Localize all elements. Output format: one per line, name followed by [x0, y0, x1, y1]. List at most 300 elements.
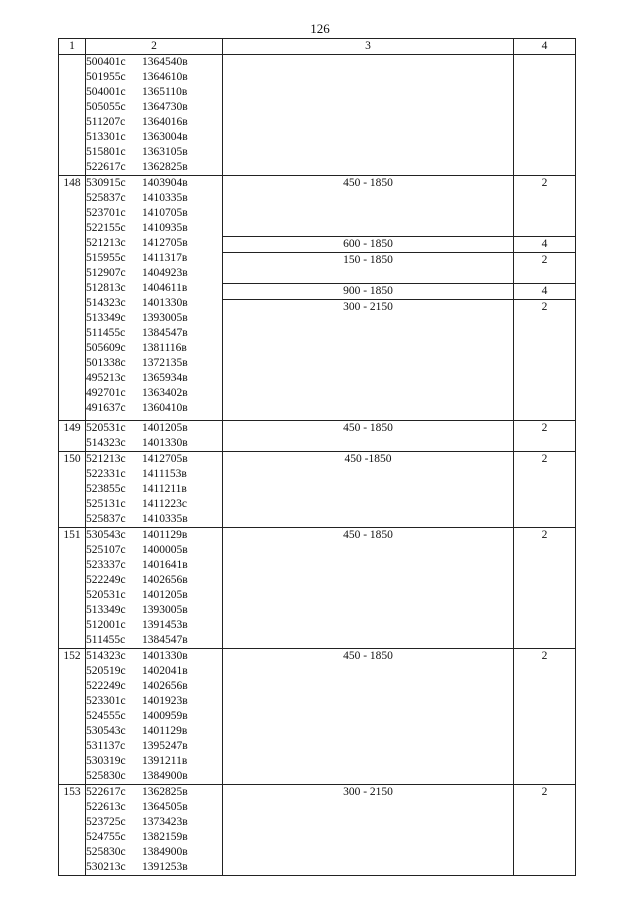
coordinate-pair	[86, 482, 222, 497]
depth-range: 450 -1850	[344, 453, 392, 465]
class-value: 2	[514, 299, 575, 315]
latitude: 523301с	[86, 695, 126, 707]
longitude: 1401129в	[142, 529, 188, 541]
latitude: 525830с	[86, 770, 126, 782]
longitude: 1411153в	[142, 468, 187, 480]
empty-line	[514, 85, 575, 100]
coordinate-pair	[86, 176, 222, 191]
coordinate-pair	[86, 160, 222, 175]
longitude: 1403904в	[142, 177, 188, 189]
longitude: 1401129в	[142, 725, 188, 737]
latitude: 523725с	[86, 816, 126, 828]
empty-line	[223, 100, 513, 115]
empty-line	[223, 709, 513, 724]
class-value: 4	[514, 283, 575, 299]
latitude: 522613с	[86, 801, 126, 813]
depth-range: 300 - 2150	[343, 786, 393, 798]
coordinate-pair	[86, 543, 222, 558]
class-value: 2	[541, 529, 548, 541]
coordinate-pair	[86, 785, 222, 800]
empty-line	[514, 160, 575, 175]
latitude: 525107с	[86, 544, 126, 556]
table-row	[59, 649, 576, 785]
empty-line	[223, 70, 513, 85]
empty-line	[514, 436, 575, 451]
empty-line	[223, 754, 513, 769]
page-number: 126	[310, 21, 330, 36]
class-cell	[514, 176, 576, 421]
empty-line	[514, 558, 575, 573]
empty-line	[514, 268, 575, 283]
coordinate-pair	[86, 371, 222, 386]
latitude: 522617с	[86, 786, 126, 798]
coordinates-cell	[86, 176, 223, 421]
coordinate-pair	[86, 830, 222, 845]
latitude: 531137с	[86, 740, 126, 752]
latitude: 524555с	[86, 710, 126, 722]
header-cell-4: 4	[514, 39, 576, 55]
coordinate-pair	[86, 558, 222, 573]
empty-line	[514, 360, 575, 375]
coordinate-pair	[86, 206, 222, 221]
class-cell	[514, 528, 576, 649]
latitude: 523855с	[86, 483, 126, 495]
latitude: 521213с	[86, 237, 126, 249]
empty-line	[514, 115, 575, 130]
empty-line	[514, 845, 575, 860]
empty-line	[223, 800, 513, 815]
longitude: 1364540в	[142, 56, 188, 68]
depth-range-cell	[223, 55, 514, 176]
latitude: 523701с	[86, 207, 126, 219]
latitude: 520531с	[86, 589, 126, 601]
empty-line	[514, 815, 575, 830]
coordinates-cell	[86, 421, 223, 452]
empty-line	[514, 390, 575, 405]
longitude: 1401330в	[142, 437, 188, 449]
depth-range: 900 - 1850	[223, 283, 513, 299]
coordinates-cell	[86, 55, 223, 176]
coordinate-pair	[86, 452, 222, 467]
longitude: 1362825в	[142, 161, 188, 173]
latitude: 515801с	[86, 146, 126, 158]
longitude: 1391211в	[142, 755, 188, 767]
latitude: 512001с	[86, 619, 126, 631]
depth-range: 600 - 1850	[223, 236, 513, 252]
empty-line	[223, 573, 513, 588]
empty-line	[223, 497, 513, 512]
empty-line	[223, 512, 513, 527]
longitude: 1393005в	[142, 312, 188, 324]
coordinate-pair	[86, 401, 222, 416]
table-row	[59, 785, 576, 876]
coordinates-cell	[86, 649, 223, 785]
longitude: 1404611в	[142, 282, 188, 294]
coordinate-pair	[86, 769, 222, 784]
table-row	[59, 421, 576, 452]
class-cell	[514, 421, 576, 452]
empty-line	[514, 191, 575, 206]
latitude: 513349с	[86, 312, 126, 324]
coordinate-pair	[86, 724, 222, 739]
coordinate-pair	[86, 664, 222, 679]
row-number: 151	[59, 528, 86, 649]
coordinate-pair	[86, 115, 222, 130]
coordinate-pair	[86, 800, 222, 815]
longitude: 1365934в	[142, 372, 188, 384]
coordinate-pair	[86, 860, 222, 875]
depth-range: 300 - 2150	[223, 299, 513, 315]
empty-line	[514, 709, 575, 724]
longitude: 1363004в	[142, 131, 188, 143]
latitude: 524755с	[86, 831, 126, 843]
empty-line	[223, 115, 513, 130]
coordinate-pair	[86, 573, 222, 588]
coordinate-pair	[86, 221, 222, 236]
depth-range-cell	[223, 785, 514, 876]
empty-line	[514, 512, 575, 527]
empty-line	[514, 70, 575, 85]
empty-line	[514, 694, 575, 709]
empty-line	[223, 739, 513, 754]
empty-line	[514, 679, 575, 694]
class-value: 2	[541, 422, 548, 434]
longitude: 1410705в	[142, 207, 188, 219]
coordinate-pair	[86, 55, 222, 70]
empty-line	[223, 588, 513, 603]
latitude: 511207с	[86, 116, 126, 128]
longitude: 1410935в	[142, 222, 188, 234]
latitude: 500401с	[86, 56, 126, 68]
latitude: 522617с	[86, 161, 126, 173]
longitude: 1365110в	[142, 86, 188, 98]
longitude: 1410335в	[142, 192, 188, 204]
latitude: 513301с	[86, 131, 126, 143]
latitude: 522249с	[86, 680, 126, 692]
empty-line	[223, 603, 513, 618]
empty-line	[514, 221, 575, 236]
latitude: 492701с	[86, 387, 126, 399]
empty-line	[514, 145, 575, 160]
row-number	[59, 55, 86, 176]
empty-line	[514, 860, 575, 875]
empty-line	[514, 482, 575, 497]
empty-line	[223, 482, 513, 497]
empty-line	[514, 206, 575, 221]
empty-line	[514, 330, 575, 345]
longitude: 1401205в	[142, 422, 188, 434]
longitude: 1402041в	[142, 665, 188, 677]
coordinates-cell	[86, 528, 223, 649]
table-header-row	[59, 39, 576, 55]
empty-line	[223, 860, 513, 875]
empty-line	[514, 55, 575, 70]
empty-line	[223, 160, 513, 175]
empty-line	[223, 345, 513, 360]
coordinate-pair	[86, 467, 222, 482]
longitude: 1412705в	[142, 237, 188, 249]
class-value: 2	[514, 252, 575, 268]
longitude: 1362825в	[142, 786, 188, 798]
empty-line	[223, 769, 513, 784]
latitude: 522249с	[86, 574, 126, 586]
table-row	[59, 528, 576, 649]
longitude: 1381116в	[142, 342, 187, 354]
empty-line	[223, 830, 513, 845]
header-cell-3: 3	[223, 39, 514, 55]
longitude: 1360410в	[142, 402, 188, 414]
coordinate-pair	[86, 603, 222, 618]
empty-line	[223, 330, 513, 345]
longitude: 1401205в	[142, 589, 188, 601]
latitude: 514323с	[86, 437, 126, 449]
coordinates-cell	[86, 452, 223, 528]
empty-line	[223, 390, 513, 405]
coordinate-pair	[86, 815, 222, 830]
longitude: 1402656в	[142, 574, 188, 586]
latitude: 525131с	[86, 498, 126, 510]
coordinate-pair	[86, 754, 222, 769]
latitude: 530543с	[86, 529, 126, 541]
coordinate-pair	[86, 649, 222, 664]
coordinate-pair	[86, 326, 222, 341]
longitude: 1364016в	[142, 116, 188, 128]
longitude: 1411223с	[142, 498, 187, 510]
latitude: 501955с	[86, 71, 126, 83]
longitude: 1382159в	[142, 831, 188, 843]
longitude: 1364610в	[142, 71, 188, 83]
longitude: 1400005в	[142, 544, 188, 556]
empty-line	[514, 573, 575, 588]
depth-range: 450 - 1850	[343, 422, 393, 434]
latitude: 530319с	[86, 755, 126, 767]
header-cell-2: 2	[86, 39, 223, 55]
depth-range-cell	[223, 528, 514, 649]
empty-line	[223, 375, 513, 390]
latitude: 522331с	[86, 468, 126, 480]
longitude: 1384547в	[142, 327, 188, 339]
depth-range-cell	[223, 176, 514, 421]
coordinate-pair	[86, 85, 222, 100]
longitude: 1364505в	[142, 801, 188, 813]
coordinate-pair	[86, 145, 222, 160]
empty-line	[514, 588, 575, 603]
empty-line	[223, 618, 513, 633]
empty-line	[223, 815, 513, 830]
empty-line	[223, 206, 513, 221]
latitude: 512907с	[86, 267, 126, 279]
longitude: 1384900в	[142, 770, 188, 782]
depth-range-cell	[223, 421, 514, 452]
empty-line	[514, 130, 575, 145]
longitude: 1412705в	[142, 453, 188, 465]
empty-line	[223, 633, 513, 648]
latitude: 495213с	[86, 372, 126, 384]
coordinates-cell	[86, 785, 223, 876]
header-cell-1: 1	[59, 39, 86, 55]
latitude: 505609с	[86, 342, 126, 354]
coordinate-pair	[86, 281, 222, 296]
coordinate-pair	[86, 191, 222, 206]
coordinate-pair	[86, 311, 222, 326]
empty-line	[514, 100, 575, 115]
coordinate-pair	[86, 236, 222, 251]
latitude: 514323с	[86, 297, 126, 309]
longitude: 1401641в	[142, 559, 188, 571]
coordinate-pair	[86, 845, 222, 860]
latitude: 523337с	[86, 559, 126, 571]
longitude: 1363105в	[142, 146, 188, 158]
empty-line	[223, 467, 513, 482]
coordinate-pair	[86, 296, 222, 311]
longitude: 1363402в	[142, 387, 188, 399]
empty-line	[223, 145, 513, 160]
empty-line	[223, 130, 513, 145]
empty-line	[223, 724, 513, 739]
coordinate-pair	[86, 528, 222, 543]
empty-line	[514, 345, 575, 360]
empty-line	[514, 603, 575, 618]
depth-range-cell	[223, 649, 514, 785]
coordinate-pair	[86, 436, 222, 451]
class-value: 2	[541, 650, 548, 662]
longitude: 1401923в	[142, 695, 188, 707]
empty-line	[514, 739, 575, 754]
longitude: 1395247в	[142, 740, 188, 752]
class-cell	[514, 55, 576, 176]
longitude: 1401330в	[142, 297, 188, 309]
empty-line	[514, 375, 575, 390]
latitude: 521213с	[86, 453, 126, 465]
empty-line	[223, 360, 513, 375]
longitude: 1391453в	[142, 619, 188, 631]
class-cell	[514, 452, 576, 528]
coordinate-pair	[86, 386, 222, 401]
latitude: 501338с	[86, 357, 126, 369]
empty-line	[223, 694, 513, 709]
coordinate-pair	[86, 341, 222, 356]
row-number: 153	[59, 785, 86, 876]
latitude: 511455с	[86, 634, 126, 646]
coordinate-pair	[86, 266, 222, 281]
coordinate-pair	[86, 709, 222, 724]
empty-line	[514, 724, 575, 739]
class-value: 4	[514, 236, 575, 252]
class-value: 2	[541, 177, 548, 189]
latitude: 520519с	[86, 665, 126, 677]
empty-line	[514, 497, 575, 512]
latitude: 491637с	[86, 402, 126, 414]
longitude: 1373423в	[142, 816, 188, 828]
longitude: 1401330в	[142, 650, 188, 662]
empty-line	[223, 85, 513, 100]
longitude: 1410335в	[142, 513, 188, 525]
class-cell	[514, 785, 576, 876]
longitude: 1393005в	[142, 604, 188, 616]
latitude: 515955с	[86, 252, 126, 264]
depth-range-cell	[223, 452, 514, 528]
latitude: 530213с	[86, 861, 126, 873]
latitude: 530915с	[86, 177, 126, 189]
latitude: 522155с	[86, 222, 126, 234]
coordinate-pair	[86, 100, 222, 115]
latitude: 512813с	[86, 282, 126, 294]
longitude: 1400959в	[142, 710, 188, 722]
coordinate-pair	[86, 512, 222, 527]
latitude: 525837с	[86, 513, 126, 525]
latitude: 530543с	[86, 725, 126, 737]
empty-line	[223, 543, 513, 558]
empty-line	[223, 55, 513, 70]
latitude: 514323с	[86, 650, 126, 662]
empty-line	[514, 769, 575, 784]
coordinate-pair	[86, 421, 222, 436]
class-cell	[514, 649, 576, 785]
longitude: 1411317в	[142, 252, 188, 264]
empty-line	[223, 315, 513, 330]
coordinate-pair	[86, 633, 222, 648]
latitude: 511455с	[86, 327, 126, 339]
longitude: 1384547в	[142, 634, 188, 646]
row-number: 152	[59, 649, 86, 785]
longitude: 1364730в	[142, 101, 188, 113]
empty-line	[514, 618, 575, 633]
longitude: 1402656в	[142, 680, 188, 692]
empty-line	[514, 664, 575, 679]
empty-line	[514, 800, 575, 815]
empty-line	[223, 845, 513, 860]
empty-line	[223, 558, 513, 573]
depth-range: 450 - 1850	[343, 529, 393, 541]
empty-line	[514, 543, 575, 558]
class-value: 2	[541, 786, 548, 798]
empty-line	[223, 679, 513, 694]
longitude: 1391253в	[142, 861, 188, 873]
empty-line	[514, 830, 575, 845]
depth-range: 450 - 1850	[343, 650, 393, 662]
longitude: 1404923в	[142, 267, 188, 279]
empty-line	[223, 191, 513, 206]
empty-line	[514, 633, 575, 648]
coordinates-table	[58, 38, 576, 876]
coordinate-pair	[86, 70, 222, 85]
depth-range: 150 - 1850	[223, 252, 513, 268]
latitude: 525837с	[86, 192, 126, 204]
empty-line	[223, 664, 513, 679]
table-row	[59, 55, 576, 176]
table-row	[59, 176, 576, 421]
class-value: 2	[541, 453, 548, 465]
depth-range: 450 - 1850	[343, 177, 393, 189]
longitude: 1384900в	[142, 846, 188, 858]
latitude: 520531с	[86, 422, 126, 434]
longitude: 1372135в	[142, 357, 188, 369]
row-number: 148	[59, 176, 86, 421]
longitude: 1411211в	[142, 483, 187, 495]
empty-line	[514, 754, 575, 769]
row-number: 149	[59, 421, 86, 452]
empty-line	[223, 221, 513, 236]
latitude: 505055с	[86, 101, 126, 113]
row-number: 150	[59, 452, 86, 528]
coordinate-pair	[86, 694, 222, 709]
coordinate-pair	[86, 588, 222, 603]
coordinate-pair	[86, 739, 222, 754]
latitude: 525830с	[86, 846, 126, 858]
coordinate-pair	[86, 679, 222, 694]
empty-line	[514, 315, 575, 330]
empty-line	[223, 405, 513, 420]
